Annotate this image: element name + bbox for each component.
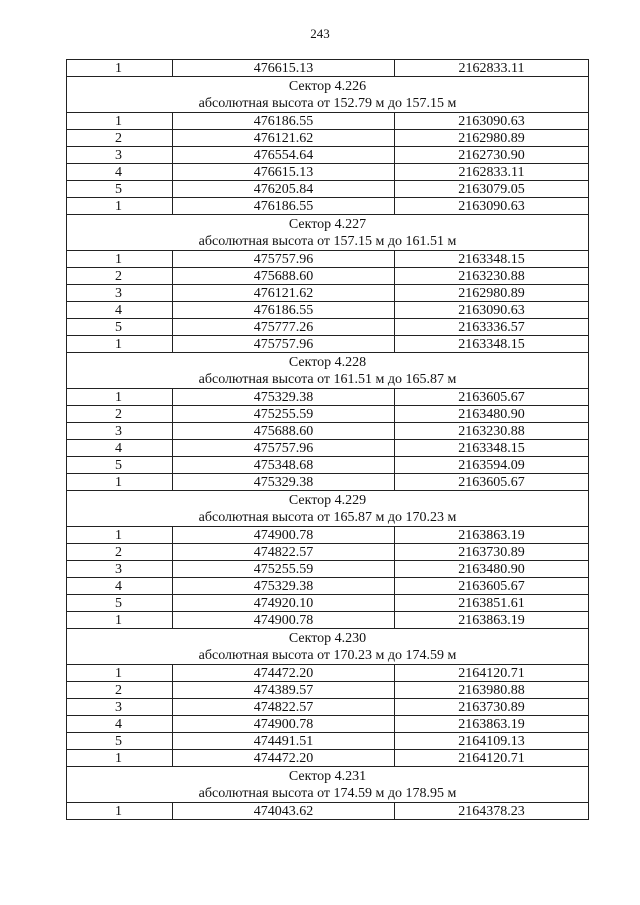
table-row	[67, 302, 589, 319]
x-coordinate-cell: 474900.78	[173, 716, 395, 733]
coordinates-table-body	[67, 60, 589, 820]
sector-header-cell	[67, 767, 589, 803]
sector-altitude-range: абсолютная высота от 165.87 м до 170.23 м	[198, 509, 457, 525]
sector-title: Сектор 4.231	[288, 768, 367, 784]
point-number-cell: 5	[67, 181, 173, 198]
table-row	[67, 389, 589, 406]
point-number-cell: 2	[67, 130, 173, 147]
sector-altitude-range: абсолютная высота от 152.79 м до 157.15 м	[198, 95, 457, 111]
point-number-cell: 2	[67, 544, 173, 561]
y-coordinate-cell: 2163079.05	[395, 181, 589, 198]
point-number-cell: 4	[67, 440, 173, 457]
y-coordinate-cell: 2163863.19	[395, 716, 589, 733]
table-row	[67, 406, 589, 423]
table-row	[67, 113, 589, 130]
table-row	[67, 733, 589, 750]
y-coordinate-cell: 2163348.15	[395, 440, 589, 457]
table-row	[67, 595, 589, 612]
point-number-cell: 3	[67, 561, 173, 578]
x-coordinate-cell: 474900.78	[173, 527, 395, 544]
sector-header-cell	[67, 215, 589, 251]
x-coordinate-cell: 475777.26	[173, 319, 395, 336]
y-coordinate-cell: 2162980.89	[395, 285, 589, 302]
sector-header-cell	[67, 629, 589, 665]
y-coordinate-cell: 2164378.23	[395, 803, 589, 820]
sector-altitude-range: абсолютная высота от 157.15 м до 161.51 м	[198, 233, 457, 249]
x-coordinate-cell: 474491.51	[173, 733, 395, 750]
point-number-cell: 4	[67, 164, 173, 181]
table-row	[67, 578, 589, 595]
y-coordinate-cell: 2162833.11	[395, 164, 589, 181]
table-row	[67, 336, 589, 353]
x-coordinate-cell: 475757.96	[173, 336, 395, 353]
table-row	[67, 147, 589, 164]
sector-title: Сектор 4.228	[288, 354, 367, 370]
x-coordinate-cell: 475757.96	[173, 251, 395, 268]
coordinates-table	[66, 59, 589, 820]
point-number-cell: 1	[67, 60, 173, 77]
x-coordinate-cell: 475329.38	[173, 578, 395, 595]
y-coordinate-cell: 2163230.88	[395, 423, 589, 440]
table-row	[67, 682, 589, 699]
table-row	[67, 198, 589, 215]
y-coordinate-cell: 2163480.90	[395, 406, 589, 423]
y-coordinate-cell: 2163090.63	[395, 302, 589, 319]
y-coordinate-cell: 2163851.61	[395, 595, 589, 612]
x-coordinate-cell: 476186.55	[173, 113, 395, 130]
table-row	[67, 544, 589, 561]
table-row	[67, 130, 589, 147]
sector-header-cell	[67, 77, 589, 113]
x-coordinate-cell: 474472.20	[173, 750, 395, 767]
table-row	[67, 612, 589, 629]
x-coordinate-cell: 476186.55	[173, 198, 395, 215]
point-number-cell: 3	[67, 423, 173, 440]
x-coordinate-cell: 474822.57	[173, 699, 395, 716]
point-number-cell: 1	[67, 527, 173, 544]
x-coordinate-cell: 474920.10	[173, 595, 395, 612]
point-number-cell: 2	[67, 268, 173, 285]
y-coordinate-cell: 2162833.11	[395, 60, 589, 77]
point-number-cell: 3	[67, 285, 173, 302]
table-row	[67, 251, 589, 268]
point-number-cell: 1	[67, 803, 173, 820]
sector-altitude-range: абсолютная высота от 161.51 м до 165.87 м	[198, 371, 457, 387]
table-row	[67, 803, 589, 820]
sector-title: Сектор 4.230	[288, 630, 367, 646]
y-coordinate-cell: 2163348.15	[395, 336, 589, 353]
table-row	[67, 750, 589, 767]
x-coordinate-cell: 476554.64	[173, 147, 395, 164]
table-row	[67, 181, 589, 198]
point-number-cell: 4	[67, 716, 173, 733]
y-coordinate-cell: 2163090.63	[395, 198, 589, 215]
table-row	[67, 716, 589, 733]
y-coordinate-cell: 2163863.19	[395, 527, 589, 544]
sector-header-row	[67, 353, 589, 389]
table-row	[67, 527, 589, 544]
x-coordinate-cell: 476186.55	[173, 302, 395, 319]
point-number-cell: 2	[67, 682, 173, 699]
point-number-cell: 5	[67, 457, 173, 474]
sector-title: Сектор 4.227	[288, 216, 367, 232]
table-row	[67, 665, 589, 682]
point-number-cell: 3	[67, 147, 173, 164]
sector-header-cell	[67, 491, 589, 527]
y-coordinate-cell: 2163605.67	[395, 578, 589, 595]
x-coordinate-cell: 474472.20	[173, 665, 395, 682]
y-coordinate-cell: 2163348.15	[395, 251, 589, 268]
y-coordinate-cell: 2163090.63	[395, 113, 589, 130]
x-coordinate-cell: 475688.60	[173, 268, 395, 285]
point-number-cell: 5	[67, 733, 173, 750]
table-row	[67, 474, 589, 491]
table-row	[67, 164, 589, 181]
point-number-cell: 4	[67, 578, 173, 595]
point-number-cell: 1	[67, 612, 173, 629]
table-row	[67, 440, 589, 457]
y-coordinate-cell: 2162980.89	[395, 130, 589, 147]
table-row	[67, 285, 589, 302]
sector-title: Сектор 4.229	[288, 492, 367, 508]
y-coordinate-cell: 2164120.71	[395, 665, 589, 682]
x-coordinate-cell: 474043.62	[173, 803, 395, 820]
x-coordinate-cell: 475329.38	[173, 474, 395, 491]
table-row	[67, 457, 589, 474]
y-coordinate-cell: 2163730.89	[395, 699, 589, 716]
x-coordinate-cell: 475329.38	[173, 389, 395, 406]
x-coordinate-cell: 475688.60	[173, 423, 395, 440]
x-coordinate-cell: 475255.59	[173, 561, 395, 578]
point-number-cell: 4	[67, 302, 173, 319]
point-number-cell: 5	[67, 595, 173, 612]
y-coordinate-cell: 2163594.09	[395, 457, 589, 474]
table-row	[67, 561, 589, 578]
point-number-cell: 1	[67, 113, 173, 130]
sector-altitude-range: абсолютная высота от 170.23 м до 174.59 м	[198, 647, 457, 663]
x-coordinate-cell: 475757.96	[173, 440, 395, 457]
x-coordinate-cell: 474900.78	[173, 612, 395, 629]
point-number-cell: 1	[67, 336, 173, 353]
point-number-cell: 3	[67, 699, 173, 716]
x-coordinate-cell: 475255.59	[173, 406, 395, 423]
x-coordinate-cell: 474389.57	[173, 682, 395, 699]
y-coordinate-cell: 2164120.71	[395, 750, 589, 767]
page-number: 243	[310, 26, 330, 41]
table-row	[67, 319, 589, 336]
y-coordinate-cell: 2163480.90	[395, 561, 589, 578]
sector-header-row	[67, 767, 589, 803]
table-row	[67, 268, 589, 285]
x-coordinate-cell: 476205.84	[173, 181, 395, 198]
y-coordinate-cell: 2163336.57	[395, 319, 589, 336]
x-coordinate-cell: 476121.62	[173, 285, 395, 302]
x-coordinate-cell: 475348.68	[173, 457, 395, 474]
sector-header-row	[67, 629, 589, 665]
sector-header-row	[67, 215, 589, 251]
x-coordinate-cell: 476121.62	[173, 130, 395, 147]
point-number-cell: 5	[67, 319, 173, 336]
sector-altitude-range: абсолютная высота от 174.59 м до 178.95 м	[198, 785, 457, 801]
point-number-cell: 1	[67, 750, 173, 767]
y-coordinate-cell: 2163605.67	[395, 474, 589, 491]
point-number-cell: 1	[67, 198, 173, 215]
y-coordinate-cell: 2163730.89	[395, 544, 589, 561]
table-row	[67, 699, 589, 716]
x-coordinate-cell: 476615.13	[173, 60, 395, 77]
y-coordinate-cell: 2164109.13	[395, 733, 589, 750]
point-number-cell: 1	[67, 665, 173, 682]
sector-title: Сектор 4.226	[288, 78, 367, 94]
sector-header-row	[67, 491, 589, 527]
point-number-cell: 1	[67, 251, 173, 268]
sector-header-cell	[67, 353, 589, 389]
point-number-cell: 1	[67, 389, 173, 406]
point-number-cell: 1	[67, 474, 173, 491]
table-row	[67, 423, 589, 440]
y-coordinate-cell: 2162730.90	[395, 147, 589, 164]
point-number-cell: 2	[67, 406, 173, 423]
sector-header-row	[67, 77, 589, 113]
y-coordinate-cell: 2163605.67	[395, 389, 589, 406]
y-coordinate-cell: 2163230.88	[395, 268, 589, 285]
y-coordinate-cell: 2163863.19	[395, 612, 589, 629]
y-coordinate-cell: 2163980.88	[395, 682, 589, 699]
table-row	[67, 60, 589, 77]
x-coordinate-cell: 476615.13	[173, 164, 395, 181]
x-coordinate-cell: 474822.57	[173, 544, 395, 561]
